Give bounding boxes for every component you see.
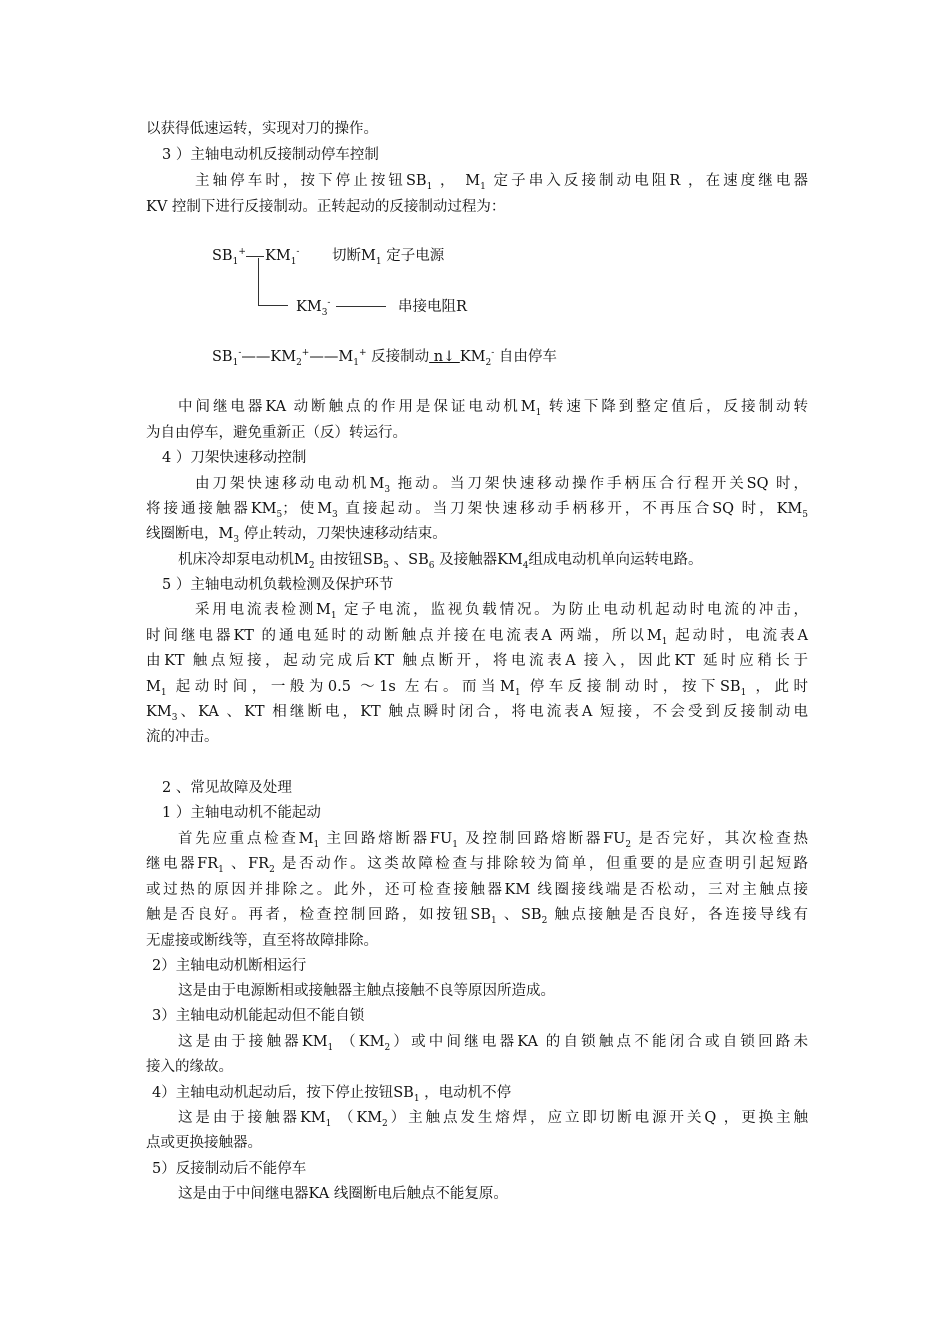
diagram-row-2 [296,297,330,317]
line-text: ；使M [282,501,333,517]
line-text: 线圈断电，M [146,526,234,542]
text-line [178,1184,508,1204]
section-heading [152,1159,306,1179]
line-text: 触点接触是否良好，各连接导线有 [547,907,808,923]
subscript: 2 [296,357,302,368]
line-text: 、SB [389,552,429,568]
line-text: 及接触器KM [434,552,523,568]
diagram-label: 切断M [332,248,376,264]
heading-text: 5 ）主轴电动机负载检测及保护环节 [162,577,394,593]
line-text: 是否动作。这类故障检查与排除较为简单，但重要的是应查明引起短路 [274,856,809,872]
text-line [146,702,808,722]
subscript: 1 [353,357,359,368]
text-line [146,119,378,139]
line-text: （KM [333,1034,385,1050]
superscript: - [296,247,300,258]
heading-text: 3）主轴电动机能起动但不能自锁 [152,1008,365,1024]
subscript: 1 [232,256,239,267]
text-line [146,1133,262,1153]
subscript: 2 [269,864,275,875]
superscript: - [238,348,242,359]
line-text: 采用电流表检测M [195,602,331,618]
section-heading [162,778,292,798]
subscript: 1 [535,407,542,418]
branch-line [258,305,288,306]
line-text: 点或更换接触器。 [146,1135,262,1151]
diagram-label: SB [212,349,233,365]
line-text: ，此时 [746,679,808,695]
line-text: 转速下降到整定值后，反接制动转 [541,399,809,415]
subscript: 3 [384,484,391,495]
line-text: ， M [432,173,481,189]
speed-drop-label: n↓ [429,349,460,365]
line-text: 流的冲击。 [146,729,219,745]
line-text: 主轴停车时，按下停止按钮SB [195,173,427,189]
subscript: 3 [233,534,240,545]
text-line [146,626,808,646]
subscript: 2 [625,839,632,850]
line-text: 定子电流，监视负载情况。为防止电动机起动时电流的冲击， [336,602,808,618]
superscript: + [238,247,246,258]
text-line [178,1108,808,1128]
text-line [146,905,808,925]
diagram-label: 定子电源 [381,248,445,264]
heading-text: 4 ）刀架快速移动控制 [162,450,307,466]
diagram-label: KM [265,248,291,264]
section-heading [162,448,306,468]
subscript: 2 [541,915,548,926]
text-line [146,197,505,217]
line-text: 无虚接或断线等，直至将故障排除。 [146,933,378,949]
diagram-label: KM [296,299,322,315]
line-text: 首先应重点检查M [178,831,314,847]
diagram-label: 串接电阻R [398,299,467,315]
subscript: 2 [308,560,315,571]
branch-line [258,258,259,306]
text-line [146,499,808,519]
line-text: 是否完好，其次检查热 [631,831,809,847]
line-text: KV 控制下进行反接制动。正转起动的反接制动过程为： [146,199,506,215]
heading-text: 3 ）主轴电动机反接制动停车控制 [162,147,379,163]
line-text: M [146,679,161,695]
subscript: 1 [514,687,521,698]
line-text: 继电器FR [146,856,219,872]
line-text: 这是由于接触器KM [178,1110,326,1126]
line-text: 、SB [496,907,542,923]
subscript: 1 [452,839,458,850]
diagram-node [332,246,444,266]
text-line [146,854,808,874]
subscript: 1 [480,181,486,192]
line-text: KM [146,704,172,720]
heading-text: 4）主轴电动机起动后，按下停止按钮SB [152,1085,414,1101]
section-heading [152,956,306,976]
line-text: ）或中间继电器KA 的自锁触点不能闭合或自锁回路未 [390,1034,808,1050]
line-text: 中间继电器KA 动断触点的作用是保证电动机M [178,399,536,415]
superscript: + [301,348,310,359]
diagram-label: SB [212,248,233,264]
line-text: 定子串入反接制动电阻R ，在速度继电器 [485,173,808,189]
line-text: 、FR [223,856,270,872]
text-line [146,524,447,544]
line-text: 接入的缘故。 [146,1059,233,1075]
diagram-node [265,246,299,266]
subscript: 6 [428,560,435,571]
subscript: 1 [413,1093,420,1104]
line-text: 时间继电器KT 的通电延时的动断触点并接在电流表A 两端，所以M [146,628,662,644]
diagram-label: 反接制动 [366,349,430,365]
subscript: 2 [384,1042,391,1053]
diagram-label: ——KM [241,349,297,365]
subscript: 1 [375,256,382,267]
line-text: 及控制回路熔断器FU [457,831,626,847]
connector-line [336,306,386,307]
section-heading [152,1006,364,1026]
heading-text: 2）主轴电动机断相运行 [152,958,307,974]
text-line [146,651,808,671]
diagram-label: 自由停车 [494,349,557,365]
line-text: 停止转动，刀架快速移动结束。 [239,526,447,542]
line-text: 直接起动。当刀架快速移动手柄移开，不再压合SQ 时，KM [337,501,803,517]
line-text: 或过热的原因并排除之。此外，还可检查接触器KM 线圈接线端是否松动，三对主触点接 [146,882,808,898]
line-text: 起动时，电流表A [667,628,808,644]
line-text: 拖动。当刀架快速移动操作手柄压合行程开关SQ 时， [390,476,808,492]
subscript: 1 [661,636,668,647]
subscript: 3 [332,509,338,520]
subscript: 1 [330,610,337,621]
subscript: 1 [290,256,297,267]
diagram-label: ——M [309,349,354,365]
text-line [195,474,808,494]
heading-text: 5）反接制动后不能停车 [152,1161,307,1177]
text-line [178,1032,808,1052]
superscript: - [491,348,495,359]
line-text: 起动时间，一般为0.5 ～1s 左右。而当M [166,679,515,695]
subscript: 1 [490,915,497,926]
subscript: 1 [218,864,224,875]
text-line [146,880,808,900]
text-line [146,1057,233,1077]
diagram-label: KM [459,349,486,365]
line-text: 由KT 触点短接，起动完成后KT 触点断开，将电流表A 接入，因此KT 延时应稍长于 [146,653,808,669]
text-line [178,981,555,1001]
subscript: 3 [321,307,328,318]
line-text: 为自由停车，避免重新正（反）转运行。 [146,425,407,441]
subscript: 2 [382,1118,388,1129]
section-heading [162,803,321,823]
subscript: 1 [740,687,747,698]
subscript: 3 [171,712,178,723]
line-text: 将接通接触器KM [146,501,277,517]
subscript: 1 [160,687,167,698]
line-text: ）主触点发生熔焊，应立即切断电源开关Q ，更换主触 [387,1110,808,1126]
line-text: 以获得低速运转，实现对刀的操作。 [146,121,378,137]
text-line [178,550,703,570]
subscript: 5 [276,509,283,520]
subscript: 1 [327,1042,334,1053]
line-text: 、KA 、KT 相继断电，KT 触点瞬时闭合，将电流表A 短接，不会受到反接制动电 [177,704,808,720]
line-text: 触是否良好。再者，检查控制回路，如按钮SB [146,907,491,923]
line-text: 主回路熔断器FU [319,831,453,847]
text-line [178,829,808,849]
superscript: - [327,298,331,309]
line-text: 由刀架快速移动电动机M [195,476,385,492]
text-line [146,423,407,443]
subscript: 1 [232,357,239,368]
text-line [146,931,378,951]
line-text: 停车反接制动时，按下SB [520,679,741,695]
line-text: （KM [331,1110,383,1126]
heading-text: 1 ）主轴电动机不能起动 [162,805,321,821]
line-text: 机床冷却泵电动机M [178,552,309,568]
text-line [146,677,808,697]
subscript: 4 [522,560,529,571]
line-text: 由按钮SB [314,552,384,568]
subscript: 2 [485,357,492,368]
line-text: 这是由于接触器KM [178,1034,328,1050]
subscript: 5 [383,560,390,571]
section-heading [162,145,379,165]
diagram-node [398,297,467,317]
text-line [146,727,219,747]
superscript: + [358,348,367,359]
diagram-row-1 [212,246,246,266]
diagram-row-3 [212,347,557,367]
subscript: 1 [313,839,320,850]
section-heading [152,1083,511,1103]
subscript: 5 [802,509,808,520]
subscript: 1 [426,181,433,192]
text-line [195,171,808,191]
line-text: 组成电动机单向运转电路。 [528,552,703,568]
heading-text: ，电动机不停 [419,1085,512,1101]
text-line [178,397,808,417]
line-text: 这是由于电源断相或接触器主触点接触不良等原因所造成。 [178,983,555,999]
subscript: 1 [325,1118,332,1129]
line-text: 这是由于中间继电器KA 线圈断电后触点不能复原。 [178,1186,508,1202]
section-heading [162,575,393,595]
connector-line [246,256,264,257]
heading-text: 2 、常见故障及处理 [162,780,292,796]
text-line [195,600,808,620]
